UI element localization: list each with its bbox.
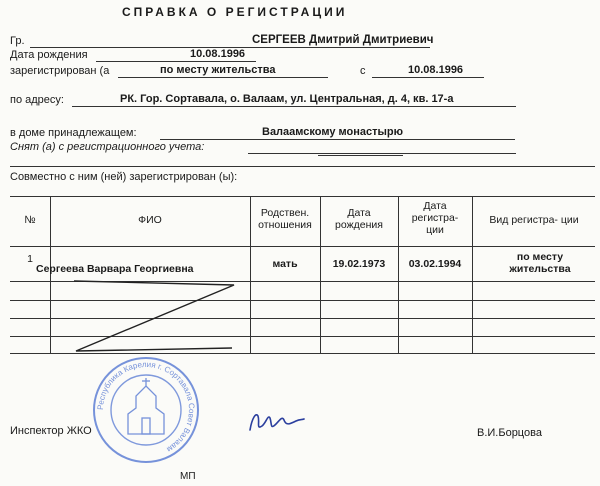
inspector-signature — [246, 408, 306, 438]
owner-label: в доме принадлежащем: — [10, 127, 137, 139]
header-registration-type: Вид регистра- ции — [489, 214, 579, 226]
document-title: СПРАВКА О РЕГИСТРАЦИИ — [122, 5, 348, 19]
registered-label: зарегистрирован (а — [10, 65, 110, 77]
header-birth-date: Дата рождения — [335, 207, 383, 231]
header-num: № — [24, 214, 36, 226]
row-relation: мать — [272, 258, 298, 270]
inspector-name: В.И.Борцова — [477, 427, 542, 439]
birth-date-value: 10.08.1996 — [190, 48, 246, 60]
header-fio: ФИО — [138, 214, 162, 226]
since-value: 10.08.1996 — [408, 64, 464, 76]
since-label: с — [360, 65, 366, 77]
header-registration-date: Дата регистра- ции — [411, 200, 459, 236]
deregistered-label: Снят (а) с регистрационного учета: — [10, 141, 205, 153]
registered-value: по месту жительства — [160, 64, 276, 76]
birth-date-label: Дата рождения — [10, 49, 88, 61]
row-registration-type: по месту жительства — [509, 251, 571, 275]
row-fio: Сергеева Варвара Георгиевна — [36, 263, 194, 275]
address-value: РК. Гор. Сортавала, о. Валаам, ул. Центральная, д. 4, кв. 17-а — [120, 93, 454, 105]
citizen-value: СЕРГЕЕВ Дмитрий Дмитриевич — [252, 34, 434, 46]
address-label: по адресу: — [10, 94, 64, 106]
stamp-place-label: МП — [180, 471, 196, 482]
row-registration-date: 03.02.1994 — [408, 258, 462, 270]
row-num: 1 — [27, 253, 33, 265]
owner-value: Валаамскому монастырю — [262, 126, 403, 138]
row-birth-date: 19.02.1973 — [332, 258, 386, 270]
official-stamp — [92, 356, 200, 464]
inspector-label: Инспектор ЖКО — [10, 425, 92, 437]
cohabitants-label: Совместно с ним (ней) зарегистрирован (ы): — [10, 171, 238, 183]
citizen-label: Гр. — [10, 35, 25, 47]
stamp-ring-text: Республика Карелия г. Сортавала Совет Валаам — [95, 359, 197, 455]
header-relation: Родствен. отношения — [258, 207, 312, 231]
